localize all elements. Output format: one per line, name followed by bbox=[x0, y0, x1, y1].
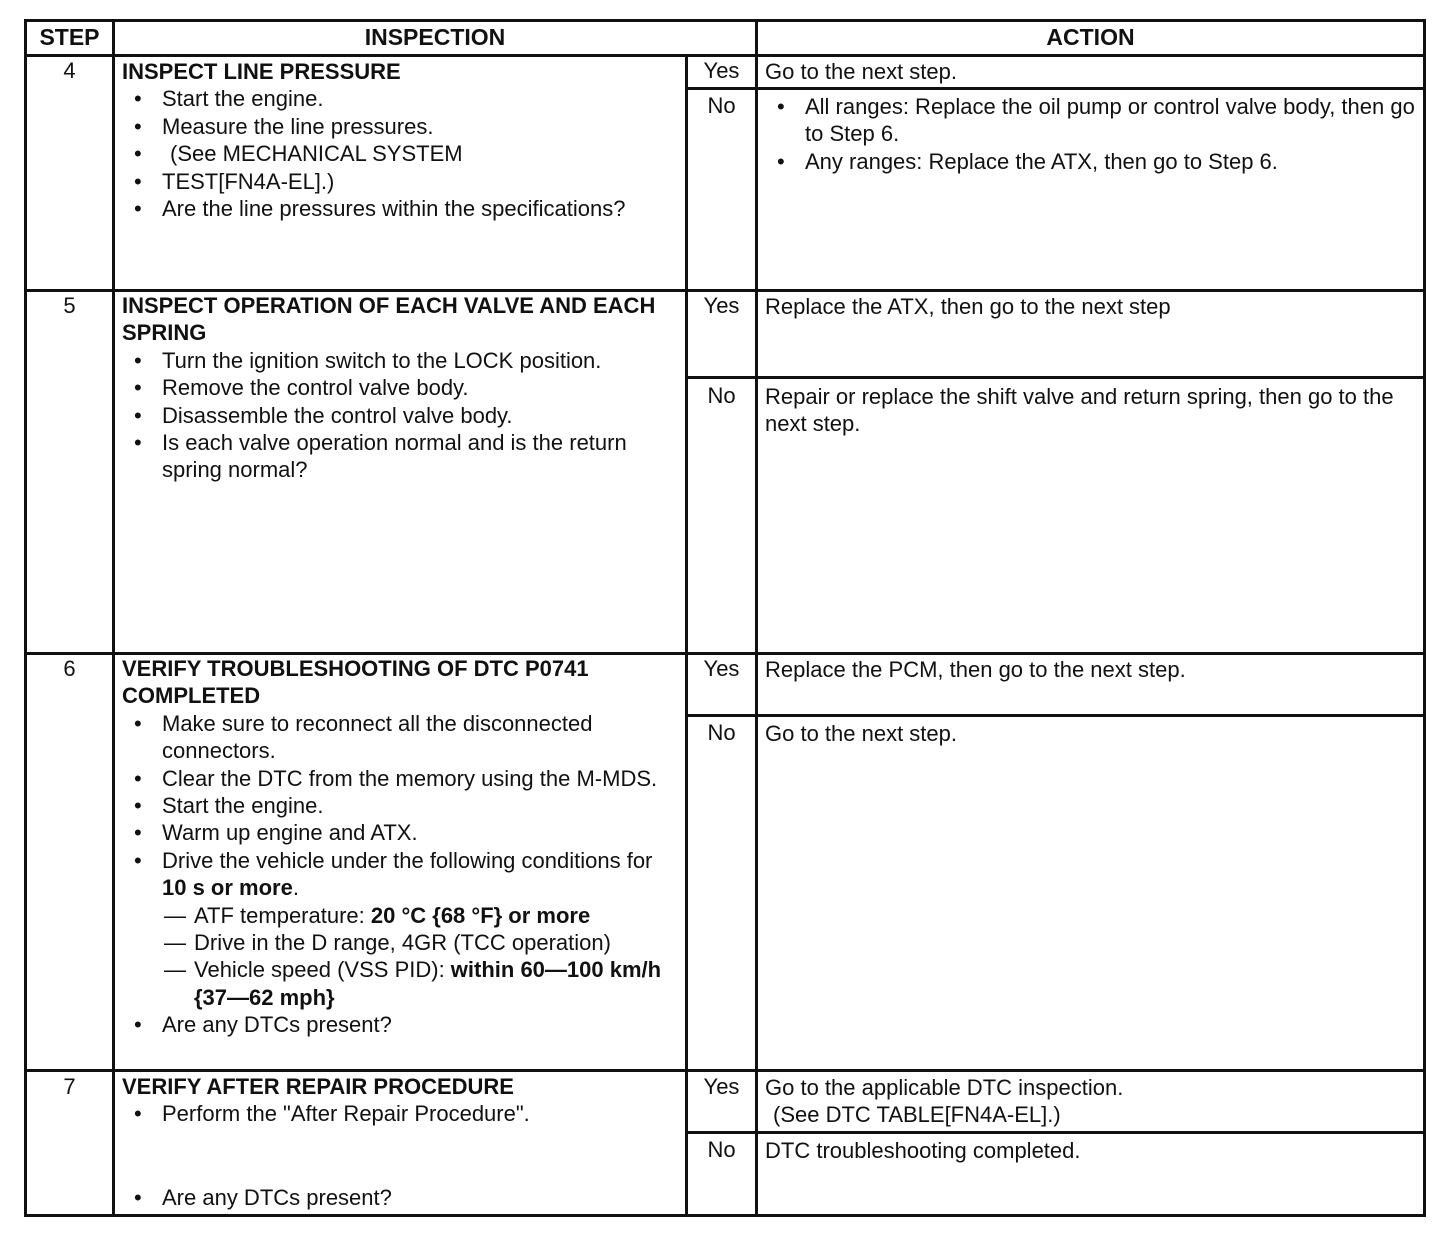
condition-value: 20 °C {68 °F} or more bbox=[370, 902, 591, 928]
inspection-list bbox=[122, 710, 682, 1039]
bullet-item: • Start the engine. bbox=[122, 85, 682, 112]
inspection-title: VERIFY AFTER REPAIR PROCEDURE bbox=[122, 1074, 514, 1099]
yes-no-separator-6 bbox=[685, 714, 1423, 717]
condition-label: Vehicle speed (VSS PID): bbox=[194, 957, 451, 983]
bullet-item: • Turn the ignition switch to the LOCK position. bbox=[122, 347, 682, 374]
step-number: 5 bbox=[63, 293, 76, 318]
yes-label: Yes bbox=[703, 58, 740, 83]
reference-link[interactable]: (See DTC TABLE[FN4A-EL].) bbox=[773, 1102, 1061, 1128]
step-number: 6 bbox=[63, 656, 76, 681]
drive-condition-end: . bbox=[292, 875, 299, 901]
reference-text: (See MECHANICAL SYSTEM bbox=[170, 141, 463, 167]
bullet-item: • Warm up engine and ATX. bbox=[122, 819, 682, 846]
no-label: No bbox=[707, 1137, 736, 1162]
condition-label: ATF temperature: bbox=[194, 902, 371, 928]
action-list bbox=[765, 93, 1415, 175]
drive-condition-text: Drive the vehicle under the following conditions for bbox=[162, 847, 653, 873]
condition-label: Drive in the D range, 4GR (TCC operation) bbox=[194, 930, 611, 956]
bullet-item: • Perform the "After Repair Procedure". bbox=[122, 1100, 682, 1127]
inspection-cell bbox=[122, 292, 682, 484]
reference-note bbox=[122, 140, 682, 167]
bullet-item: • Any ranges: Replace the ATX, then go to Step 6. bbox=[765, 148, 1415, 175]
inspection-list bbox=[122, 347, 682, 484]
inspection-cell bbox=[122, 655, 682, 1039]
drive-condition-duration: 10 s or more bbox=[162, 875, 293, 901]
yes-no-separator-4 bbox=[685, 87, 1423, 90]
no-action: DTC troubleshooting completed. bbox=[765, 1138, 1081, 1163]
no-label: No bbox=[707, 93, 736, 118]
spacer bbox=[122, 1128, 682, 1184]
row-separator-6-7 bbox=[27, 1069, 1423, 1072]
bullet-item: • Measure the line pressures. bbox=[122, 113, 682, 140]
inspection-cell bbox=[122, 58, 682, 222]
troubleshooting-table bbox=[24, 19, 1426, 1217]
bullet-item: • Clear the DTC from the memory using the M-MDS. bbox=[122, 765, 682, 792]
bullet-item: • Is each valve operation normal and is the return spring normal? bbox=[122, 429, 682, 484]
inspection-title: VERIFY TROUBLESHOOTING OF DTC P0741 COMPLETED bbox=[122, 656, 589, 709]
header-step: STEP bbox=[39, 24, 100, 50]
yes-label: Yes bbox=[703, 656, 740, 681]
yes-action: Replace the PCM, then go to the next step. bbox=[765, 657, 1186, 682]
bullet-item: • Are any DTCs present? bbox=[122, 1184, 682, 1211]
inspection-title: INSPECT OPERATION OF EACH VALVE AND EACH SPRING bbox=[122, 293, 656, 346]
yes-action: Go to the next step. bbox=[765, 59, 958, 84]
inspection-list bbox=[122, 1100, 682, 1211]
header-action: ACTION bbox=[1046, 24, 1135, 50]
header-inspection: INSPECTION bbox=[364, 24, 506, 50]
column-divider-step bbox=[112, 22, 115, 1214]
bullet-item: • Start the engine. bbox=[122, 792, 682, 819]
inspection-cell bbox=[122, 1073, 682, 1211]
yes-action-text: Go to the applicable DTC inspection. bbox=[765, 1075, 1124, 1100]
bullet-item bbox=[122, 847, 682, 902]
no-action bbox=[765, 93, 1415, 175]
step-number: 7 bbox=[63, 1074, 76, 1099]
step-number: 4 bbox=[63, 58, 76, 83]
reference-link[interactable]: TEST[FN4A-EL].) bbox=[162, 168, 335, 194]
bullet-item: • Make sure to reconnect all the disconnected connectors. bbox=[122, 710, 682, 765]
condition-item bbox=[122, 902, 682, 929]
inspection-title: INSPECT LINE PRESSURE bbox=[122, 59, 401, 84]
bullet-item: • Are the line pressures within the specifications? bbox=[122, 195, 682, 222]
condition-item bbox=[122, 929, 682, 956]
bullet-item: • Remove the control valve body. bbox=[122, 374, 682, 401]
yes-no-separator-5 bbox=[685, 376, 1423, 379]
no-action: Repair or replace the shift valve and return spring, then go to the next step. bbox=[765, 384, 1394, 437]
inspection-list bbox=[122, 85, 682, 222]
bullet-item: • Disassemble the control valve body. bbox=[122, 402, 682, 429]
column-divider-yesno bbox=[685, 55, 688, 1214]
yes-label: Yes bbox=[703, 1074, 740, 1099]
condition-item bbox=[122, 956, 682, 1011]
no-label: No bbox=[707, 720, 736, 745]
yes-label: Yes bbox=[703, 293, 740, 318]
condition-value: within 60—100 km/h {37—62 mph} bbox=[194, 957, 662, 1010]
yes-no-separator-7 bbox=[685, 1131, 1423, 1134]
no-label: No bbox=[707, 383, 736, 408]
reference-note bbox=[122, 168, 682, 195]
column-divider-action bbox=[755, 22, 758, 1214]
no-action: Go to the next step. bbox=[765, 721, 958, 746]
bullet-item: • All ranges: Replace the oil pump or control valve body, then go to Step 6. bbox=[765, 93, 1415, 148]
yes-action: Replace the ATX, then go to the next step bbox=[765, 294, 1171, 319]
yes-action bbox=[765, 1074, 1415, 1129]
bullet-item: • Are any DTCs present? bbox=[122, 1011, 682, 1038]
